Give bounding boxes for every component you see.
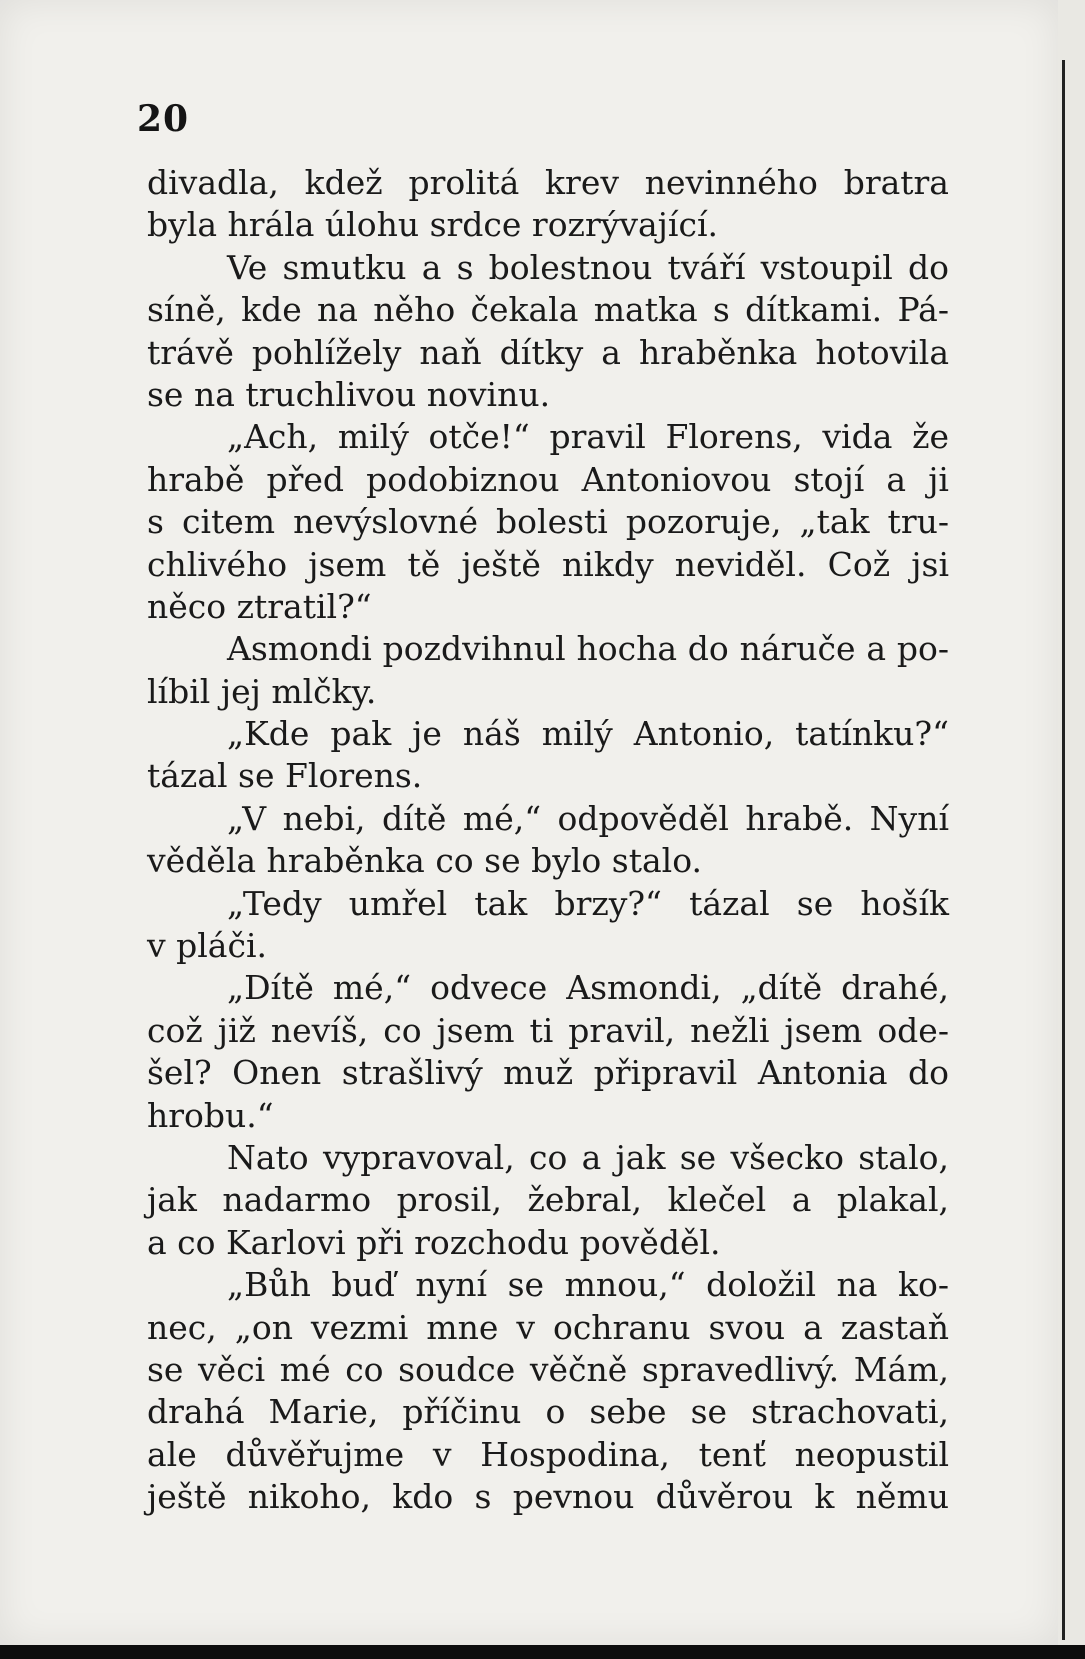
text-line: ale důvěřujme v Hospodina, tenť neopustil (147, 1434, 949, 1474)
text-line: Nato vypravoval, co a jak se všecko stalo, (227, 1137, 949, 1177)
text-line: chlivého jsem tě ještě nikdy neviděl. Což jsi (147, 544, 949, 584)
text-line: líbil jej mlčky. (147, 671, 377, 711)
text-line: drahá Marie, příčinu o sebe se strachovati, (147, 1392, 949, 1432)
text-line: byla hrála úlohu srdce rozrývající. (147, 205, 718, 245)
text-line: věděla hraběnka co se bylo stalo. (147, 841, 702, 881)
text-line: něco ztratil?“ (147, 586, 372, 626)
binding-edge-line (1062, 60, 1065, 1640)
text-line: hrobu.“ (147, 1095, 274, 1135)
text-line: „Bůh buď nyní se mnou,“ doložil na ko- (227, 1265, 949, 1305)
page-number: 20 (137, 98, 190, 140)
text-line: Asmondi pozdvihnul hocha do náruče a po- (227, 629, 949, 669)
text-line: ještě nikoho, kdo s pevnou důvěrou k němu (147, 1477, 949, 1517)
text-line: což již nevíš, co jsem ti pravil, nežli jsem ode- (147, 1010, 949, 1050)
text-line: nec, „on vezmi mne v ochranu svou a zastaň (147, 1307, 949, 1347)
text-line: divadla, kdež prolitá krev nevinného bratra (147, 163, 949, 202)
text-line: „V nebi, dítě mé,“ odpověděl hrabě. Nyní (227, 798, 949, 838)
body-text (147, 162, 949, 1519)
text-line: s citem nevýslovné bolesti pozoruje, „tak tru- (147, 502, 949, 542)
text-line: „Ach, milý otče!“ pravil Florens, vida že (227, 417, 949, 457)
text-line: tázal se Florens. (147, 756, 423, 796)
text-line: „Dítě mé,“ odvece Asmondi, „dítě drahé, (227, 968, 949, 1008)
text-line: šel? Onen strašlivý muž připravil Antonia do (147, 1053, 949, 1093)
text-line: v pláči. (147, 926, 268, 966)
text-line: „Tedy umřel tak brzy?“ tázal se hošík (227, 883, 949, 923)
text-line: Ve smutku a s bolestnou tváří vstoupil do (227, 247, 949, 287)
text-line: síně, kde na něho čekala matka s dítkami. Pá- (147, 290, 949, 330)
text-line: jak nadarmo prosil, žebral, klečel a plakal, (147, 1180, 949, 1220)
scan-border (0, 1645, 1085, 1659)
text-line: se věci mé co soudce věčně spravedlivý. Mám, (147, 1349, 949, 1389)
text-line: „Kde pak je náš milý Antonio, tatínku?“ (227, 714, 949, 754)
text-line: se na truchlivou novinu. (147, 374, 551, 414)
text-line: hrabě před podobiznou Antoniovou stojí a ji (147, 459, 949, 499)
text-line: a co Karlovi při rozchodu pověděl. (147, 1222, 721, 1262)
text-line: trávě pohlížely naň dítky a hraběnka hotovila (147, 332, 949, 372)
